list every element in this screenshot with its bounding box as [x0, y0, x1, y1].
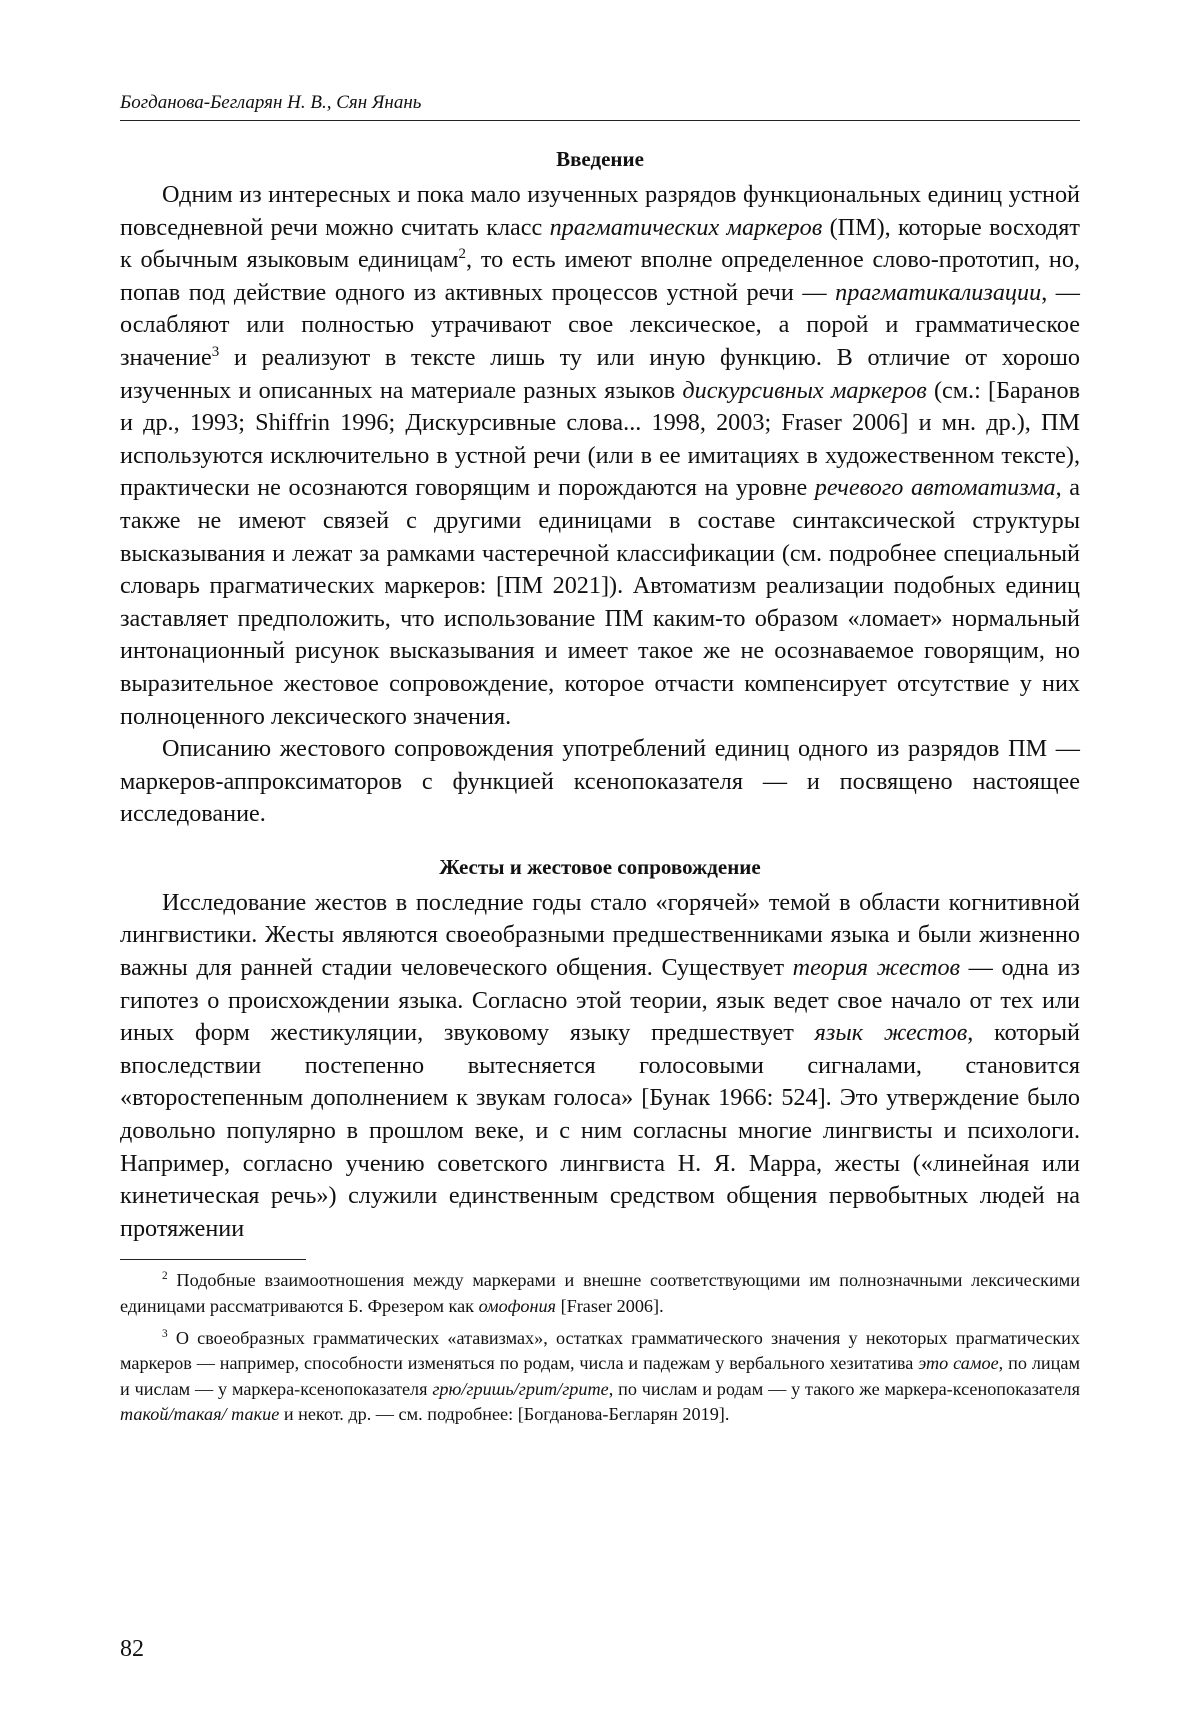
term-speech-automatism: речевого автоматизма [814, 474, 1056, 502]
term-discourse-markers: дискурсивных маркеров [682, 376, 927, 404]
section-heading-introduction: Введение [556, 147, 644, 171]
paragraph-intro-2: Описанию жестового сопровождения употреблений единиц одного из разрядов ПМ — маркеров-аппроксиматоров с функцией ксенопоказателя — и посвящено настоящее исследование. [120, 735, 1080, 828]
term-homophony: омофония [478, 1296, 557, 1316]
text-run: [Fraser 2006]. [556, 1296, 664, 1316]
term-pragmatic-markers: прагматических маркеров [549, 213, 823, 241]
paragraph-gestures-1 [120, 887, 1080, 1246]
text-run: и некот. др. — см. подробнее: [Богданова-Бегларян 2019]. [279, 1404, 730, 1425]
footnote-separator [120, 1259, 306, 1260]
page-number: 82 [120, 1636, 144, 1662]
text-run: , по лицам и числам — у маркера-ксенопоказателя [120, 1353, 1080, 1399]
footnote-number: 3 [162, 1327, 168, 1340]
paragraph-intro-1 [120, 179, 1080, 733]
text-run: Одним из интересных и пока мало изученных разрядов функциональных единиц устной повседневной речи можно считать класс [120, 181, 1080, 241]
text-run: , то есть имеют вполне определенное слово-прототип, но, попав под действие одного из активных процессов устной речи — [120, 246, 1081, 306]
term-sign-language: язык жестов [814, 1019, 968, 1047]
text-run: , а также не имеют связей с другими единицами в составе синтаксической структуры высказывания и лежат за рамками частеречной классификации (см. подробнее специальный словарь прагматических маркеров: [ПМ 2021]). Автоматизм реализации подобных единиц заставляет предположить, что использование ПМ каким-то образом «ломает» нормальный интонационный рисунок высказывания и имеет такое же не осознаваемое говорящим, но выразительное жестовое сопровождение, которое отчасти компенсирует отсутствие у них полноценного лексического значения. [120, 474, 1080, 730]
text-run: Исследование жестов в последние годы стало «горячей» темой в области когнитивной лингвистики. Жесты являются своеобразными предшественниками языка и были жизненно важны для ранней стадии человеческого общения. Существует [120, 888, 1080, 982]
footnote-3 [120, 1326, 1080, 1428]
text-run: — одна из гипотез о происхождении языка. Согласно этой теории, язык ведет свое начало от тех или иных форм жестикуляции, звуковому языку предшествует [120, 954, 1080, 1047]
text-run: О своеобразных грамматических «атавизмах», остатках грамматического значения у некоторых прагматических маркеров — например, способности изменяться по родам, числа и падежам у вербального хезитатива [120, 1327, 1080, 1374]
term-pragmaticalization: прагматикализации [835, 278, 1042, 306]
footnote-2 [120, 1268, 1080, 1319]
footnote-ref-3: 3 [211, 343, 220, 360]
running-head: Богданова-Бегларян Н. В., Сян Янань [120, 92, 1080, 121]
text-run: (см.: [Баранов и др., 1993; Shiffrin 1996; Дискурсивные слова... 1998, 2003; Fraser 2006] и мн. др.), ПМ используются исключительно в устной речи (или в ее имитациях в художественном тексте), практически не осознаются говорящим и порождаются на уровне [120, 376, 1080, 502]
example-eto-samoe: это самое [918, 1353, 999, 1374]
text-run: Подобные взаимоотношения между маркерами и внешне соответствующими им полнозначными лексическими единицами рассматриваются Б. Фрезером как [120, 1270, 1080, 1316]
footnote-number: 2 [162, 1270, 168, 1283]
text-run: , — ослабляют или полностью утрачивают свое лексическое, а порой и грамматическое значение [120, 278, 1080, 371]
term-gesture-theory: теория жестов [792, 954, 961, 982]
section-heading-gestures: Жесты и жестовое сопровождение [439, 854, 761, 879]
text-run: и реализуют в тексте лишь ту или иную функцию. В отличие от хорошо изученных и описанных на материале разных языков [120, 343, 1080, 404]
text-run: , который впоследствии постепенно вытесняется голосовыми сигналами, становится «второстепенным дополнением к звукам голоса» [Бунак 1966: 524]. Это утверждение было довольно популярно в прошлом веке, и с ним согласны многие лингвисты и психологи. Например, согласно учению советского лингвиста Н. Я. Марра, жесты («линейная или кинетическая речь») служили единственным средством общения первобытных людей на протяжении [120, 1019, 1080, 1242]
text-run: , по числам и родам — у такого же маркера-ксенопоказателя [608, 1378, 1080, 1399]
text-run: (ПМ), которые восходят к обычным языковым единицам [120, 213, 1081, 274]
example-gryu: грю/гришь/грит/грите [432, 1378, 609, 1399]
example-takoy: такой/такая/ такие [120, 1404, 280, 1425]
footnote-ref-2: 2 [458, 246, 467, 263]
page-body [120, 92, 1080, 1434]
